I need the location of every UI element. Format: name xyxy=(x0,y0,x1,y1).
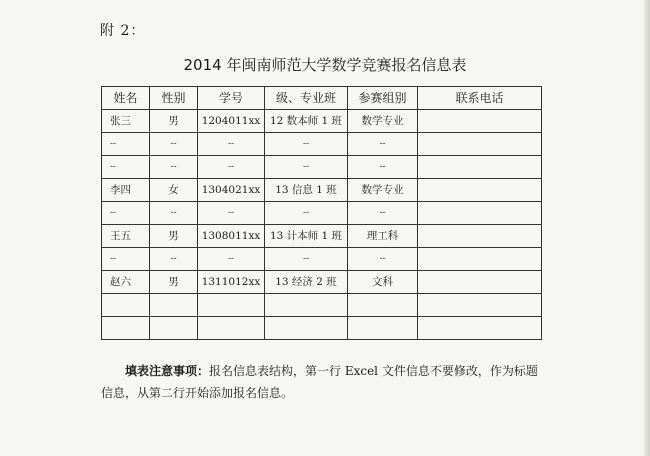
notes-heading: 填表注意事项： xyxy=(125,364,210,378)
table-row xyxy=(102,110,542,133)
filling-notes xyxy=(101,360,541,404)
cell-phone xyxy=(418,248,542,271)
cell-name: 赵六 xyxy=(102,271,150,294)
cell-class: -- xyxy=(265,133,348,156)
cell-student-id xyxy=(198,317,265,340)
table-row xyxy=(102,179,542,202)
cell-class: -- xyxy=(265,248,348,271)
cell-group: 理工科 xyxy=(348,225,418,248)
cell-name xyxy=(102,317,150,340)
cell-student-id: 1311012xx xyxy=(198,271,265,294)
cell-group: -- xyxy=(348,202,418,225)
header-class: 级、专业班 xyxy=(265,87,348,110)
table-row xyxy=(102,248,542,271)
header-phone: 联系电话 xyxy=(418,87,542,110)
cell-name xyxy=(102,294,150,317)
cell-group: 数学专业 xyxy=(348,179,418,202)
table-row xyxy=(102,294,542,317)
cell-gender: -- xyxy=(150,133,198,156)
cell-name: -- xyxy=(102,202,150,225)
cell-phone xyxy=(418,133,542,156)
cell-gender: -- xyxy=(150,248,198,271)
cell-gender: 女 xyxy=(150,179,198,202)
cell-group: -- xyxy=(348,248,418,271)
header-group: 参赛组别 xyxy=(348,87,418,110)
cell-group: -- xyxy=(348,156,418,179)
cell-class xyxy=(265,317,348,340)
cell-phone xyxy=(418,271,542,294)
table-row xyxy=(102,317,542,340)
cell-gender xyxy=(150,317,198,340)
notes-body: 报名信息表结构，第一行 Excel 文件信息不要修改，作为标题信息，从第二行开始添加报名信息。 xyxy=(101,364,538,400)
cell-student-id: -- xyxy=(198,156,265,179)
header-name: 姓名 xyxy=(102,87,150,110)
cell-group xyxy=(348,317,418,340)
cell-student-id xyxy=(198,294,265,317)
cell-class xyxy=(265,294,348,317)
cell-phone xyxy=(418,179,542,202)
cell-phone xyxy=(418,156,542,179)
table-row xyxy=(102,156,542,179)
cell-gender xyxy=(150,294,198,317)
cell-name: -- xyxy=(102,156,150,179)
cell-class: 13 信息 1 班 xyxy=(265,179,348,202)
table-row xyxy=(102,202,542,225)
cell-class: -- xyxy=(265,156,348,179)
cell-student-id: 1308011xx xyxy=(198,225,265,248)
cell-name: -- xyxy=(102,133,150,156)
header-student-id: 学号 xyxy=(198,87,265,110)
table-header-row xyxy=(102,87,542,110)
header-gender: 性别 xyxy=(150,87,198,110)
cell-group: -- xyxy=(348,133,418,156)
cell-group: 文科 xyxy=(348,271,418,294)
cell-gender: -- xyxy=(150,156,198,179)
cell-gender: 男 xyxy=(150,110,198,133)
table-row xyxy=(102,225,542,248)
cell-phone xyxy=(418,225,542,248)
cell-gender: 男 xyxy=(150,271,198,294)
cell-class: 12 数本师 1 班 xyxy=(265,110,348,133)
table-row xyxy=(102,133,542,156)
cell-phone xyxy=(418,317,542,340)
attachment-label: 附 2： xyxy=(100,23,146,39)
cell-phone xyxy=(418,202,542,225)
cell-name: 王五 xyxy=(102,225,150,248)
cell-name: 张三 xyxy=(102,110,150,133)
cell-student-id: 1204011xx xyxy=(198,110,265,133)
cell-name: -- xyxy=(102,248,150,271)
cell-student-id: -- xyxy=(198,248,265,271)
registration-table xyxy=(101,86,542,340)
cell-student-id: -- xyxy=(198,202,265,225)
cell-class: 13 经济 2 班 xyxy=(265,271,348,294)
document-title: 2014 年闽南师范大学数学竞赛报名信息表 xyxy=(183,56,467,74)
cell-name: 李四 xyxy=(102,179,150,202)
cell-phone xyxy=(418,294,542,317)
cell-gender: -- xyxy=(150,202,198,225)
cell-class: 13 计本师 1 班 xyxy=(265,225,348,248)
cell-group: 数学专业 xyxy=(348,110,418,133)
table-row xyxy=(102,271,542,294)
cell-phone xyxy=(418,110,542,133)
cell-student-id: 1304021xx xyxy=(198,179,265,202)
cell-group xyxy=(348,294,418,317)
cell-student-id: -- xyxy=(198,133,265,156)
cell-class: -- xyxy=(265,202,348,225)
cell-gender: 男 xyxy=(150,225,198,248)
